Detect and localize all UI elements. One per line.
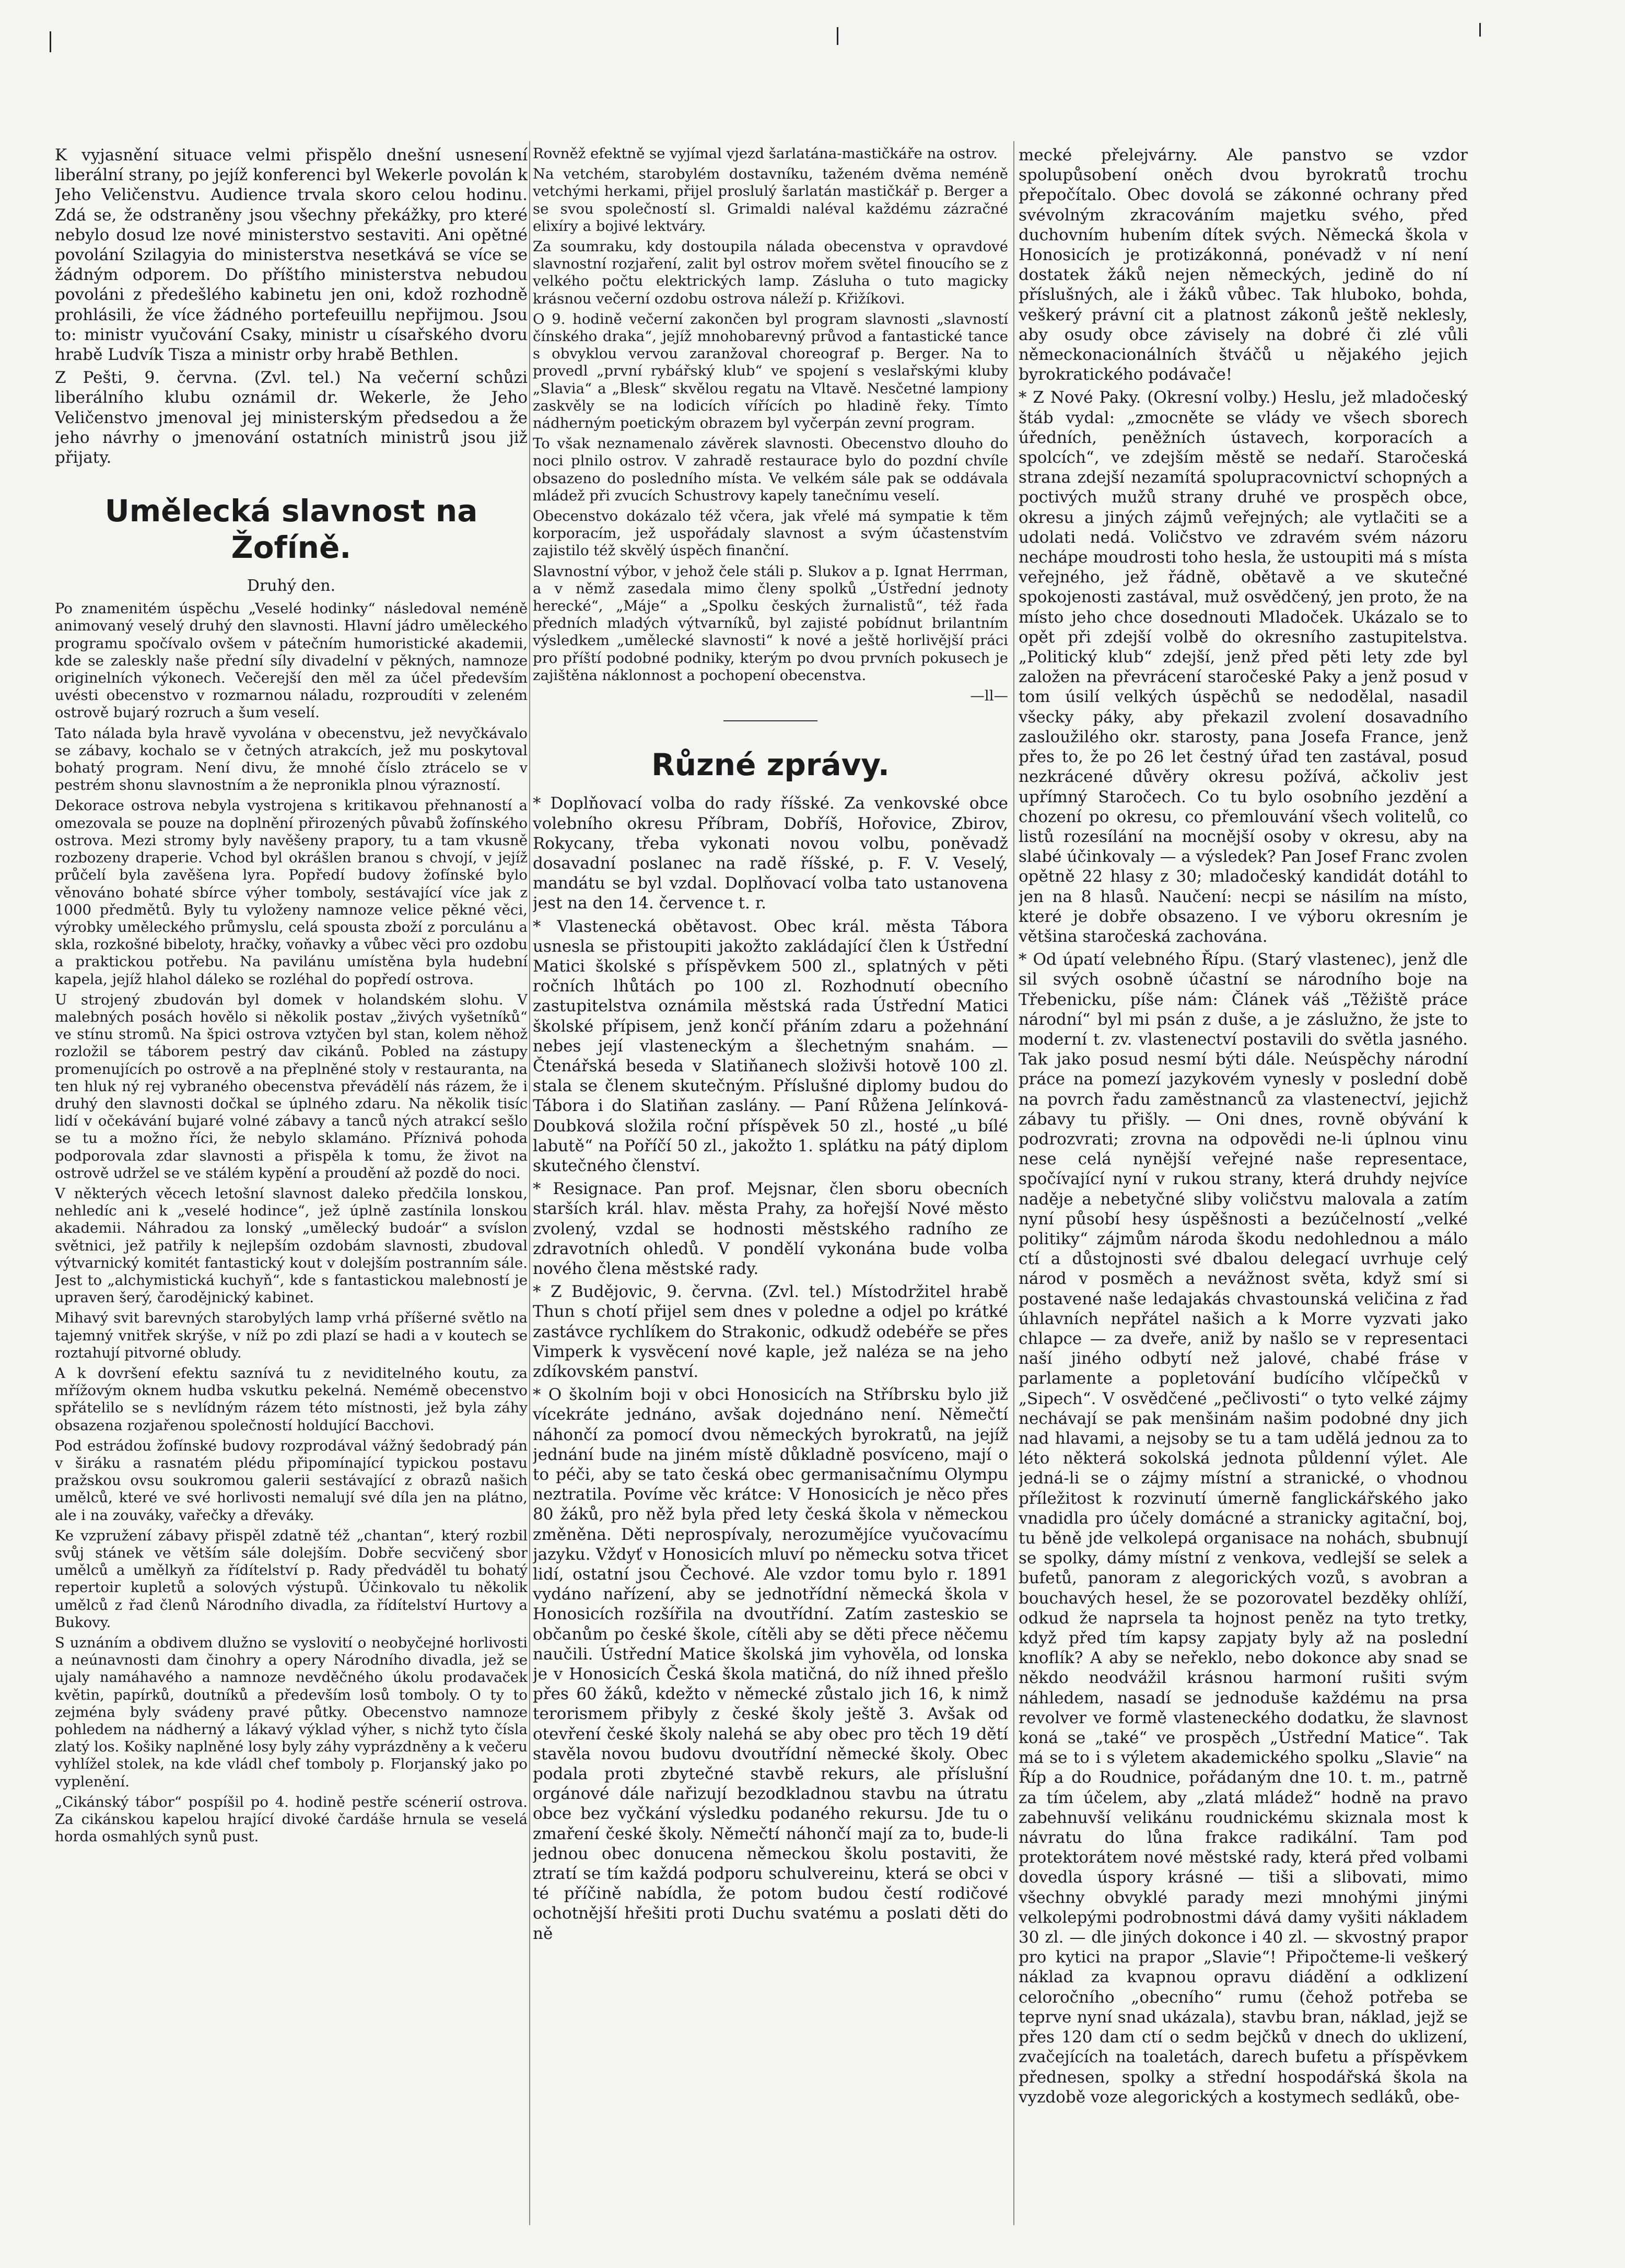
article-paragraph: Za soumraku, kdy dostoupila nálada obecenstva v opravdové slavnostní rozjaření, zalit byl ostrov mořem světel finoucího se z velkého počtu elektrických lamp. Zásluha o tuto magicky krásnou večerní ozdobu ostrova náleží p. Křižíkovi. — [533, 238, 1008, 307]
scan-edge-mark — [50, 31, 51, 52]
article-paragraph: Rovněž efektně se vyjímal vjezd šarlatána-mastičkáře na ostrov. — [533, 145, 998, 162]
news-item: * Od úpatí velebného Řípu. (Starý vlastenec), jenž dle sil svých osobně účastní se národního boje na Třebenicku, píše nám: Článek váš „Těžiště práce národní“ byl mi psán z duše, a je záslužno, že jste to moderní t. zv. vlastenectví postavili do světla jasného. Tak jako posud nesmí býti dále. Neúspěchy národní práce na pomezí jazykovém vynesly v poslední době na povrch řadu zaměstnanců za vlastenectví, jejichž zábavy tu přišly. — Oni dnes, rovně obývání k podrozvrati; zrovna na odpovědi ne-li úplnou vinu nese celá nynější veřejné naše representace, spočívající nyní v rukou strany, která druhdy nejvíce naděje a nebetyčné sliby voličstvu malovala a zatím nyní působí hesy úspěšnosti a bezúčelností „velké politiky“ zájmům národa škodu nedohlednou a málo ctí a důstojnosti své dbalou delegací uvrhuje celý národ v posměch a nevážnost světa, když smí si postavené naše ledajakás chvastounská veličina z řad úhlavních nepřátel našich a k Morre vyzvati jako chlapce — za dveře, aniž by našlo se v representaci naší jiného odbytí než jalové, chabé fráse v parlamente a popletování budícího vlčípečků v „Sipech“. V osvědčené „pečlivosti“ o tyto velké zájmy nechávají se pak menšinám našim podobné dny jich nad hlavami, a nejsoby se tu a tam udělá jednou za to léto některá sokolská jednota půldenní výlet. Ale jedná-li se o zájmy místní a stranické, o vhodnou příležitost k rozvinutí úmerně fanglickářského jako vnadidla pro účely domácné a stranicky agitační, boj, tu běně jde velkolepá organisace na nohách, sbubnují se spolky, dámy místní z venkova, vedlejší se selek a bufetů, panoram z alegorických vozů, s avobran a bouchavých hesel, že se pozorovatel bezděky ohlíží, odkud že naprsela ta hojnost peněz na tyto tretky, když před tím kapsy zapjaty byly až na poslední knoflík? A aby se neřeklo, nebo dokonce aby snad se někdo neodvážil krásnou harmoní rušiti svým náhledem, nasadí se jednoduše každému na prsa revolver ve formě vlasteneckého dodatku, že slavnost koná se „také“ ve prospěch „Ústřední Matice“. Tak má se to i s výletem akademického spolku „Slavie“ na Říp a do Roudnice, pořádaným dne 10. t. m., patrně za tím účelem, aby „zlatá mládež“ hodně na pravo zabehnuvší velikánu roudnickému skiznala most k návratu do lůna frakce radikální. Tam pod protektorátem nové městské rady, která před volbami dovedla úspory krásné — tiši a slibovati, mimo všechny obvyklé parady mezi mnohými jinými velkolepými podrobnostmi dává damy vyšiti nákladem 30 zl. — dle jiných dokonce i 40 zl. — skvostný prapor pro kytici na prapor „Slavie“! Připočteme-li veškerý náklad za kvapnou opravu diádění a odklizení celoročního „obecního“ rumu (čehož potřeba se teprve nyní snad ukázala), stavbu bran, náklad, jejž se přes 120 dam ctí o sedm bejčků v dnech do uklizení, zvačejících na toaletách, darech bufetu a příspěvkem přednesen, spolky a střední hospodářská škola na vyzdobě voze alegorických a kostymech sedláků, obe- — [1019, 950, 1468, 2107]
news-item: * O školním boji v obci Honosicích na Stříbrsku bylo již vícekráte jednáno, avšak dojednáno není. Němečtí náhončí za pomocí dvou německých byrokratů, na jejíž jednání bude na jiném místě důkladně posvíceno, mají o to péči, aby se tato česká obec germanisačnímu Olympu neztratila. Povíme věc krátce: V Honosicích je něco přes 80 žáků, pro něž byla před lety česká škola v německou změněna. Děti neprospívaly, nerozumějíce vyučovacímu jazyku. Vždyť v Honosicích mluví po německu sotva třicet lidí, ostatní jsou Čechové. Ale vzdor tomu bylo r. 1891 vydáno nařízení, aby se jednotřídní německá škola v Honosicích rozšířila na dvoutřídní. Zatím zasteskio se občanům po české škole, cítěli aby se děti přece něčemu naučili. Ústřední Matice školská jim vyhověla, od lonska je v Honosicích Česká škola matičná, do níž ihned přešlo přes 60 žáků, kdežto v německé zůstalo jich 16, k nimž terorismem přibyly z české školy ještě 3. Avšak od otevření české školy nalehá se aby obec pro těch 19 dětí stavěla novou budovu dvoutřídní německé školy. Obec podala proti zbytečné stavbě rekurs, ale příslušní orgánové dále nařizují bezodkladnou stavbu na útratu obce bez vyčkání výsledku podaného rekursu. Jde tu o zmaření české školy. Němečtí náhončí mají za to, bude-li jednou obec donucena německou školu postaviti, že ztratí se tím každá podporu schulvereinu, která se obci v té příčině nabídla, že potom budou čestí rodičové ochotnější hřešiti proti Duchu svatému a poslati děti do ně — [533, 1385, 1008, 1943]
hungary-report-paragraph: K vyjasnění situace velmi přispělo dnešní usnesení liberální strany, po jejíž konferenci byl Wekerle povolán k Jeho Veličenstvu. Audience trvala skoro celou hodinu. Zdá se, že odstraněny jsou všechny překážky, pro které nebylo dosud lze nové ministerstvo sestaviti. Ani opětné povolání Szilagyia do ministerstva nesetkává se více se žádným odporem. Do příštího ministerstva nebudou povoláni z předešlého kabinetu jen oni, kdož rozhodně prohlásili, že více žádného portefeuillu nepřijmou. Jsou to: ministr vyučování Csaky, ministr u císařského dvoru hrabě Ludvík Tisza a ministr orby hrabě Bethlen. — [55, 146, 528, 365]
article-paragraph: „Cikánský tábor“ pospíšil po 4. hodině pestře scénerií ostrova. Za cikánskou kapelou hrající divoké čardáše hrnula se veselá horda osmahlých synů pust. — [55, 1793, 528, 1845]
article-paragraph: V některých věcech letošní slavnost daleko předčila lonskou, nehledíc ani k „veselé hodince“, jež úplně zastínila lonskou akademii. Náhradou za lonský „umělecký budoár“ a svíslon světnici, jež patřily k nejlepším ozdobám slavnosti, zbudoval výtvarnický komitét fantastický kout v dolejším postranním sále. Jest to „alchymistická kuchyň“, kde s fantastickou malebností je upraven šerý, čarodějnický kabinet. — [55, 1185, 528, 1306]
article-paragraph: Slavnostní výbor, v jehož čele stáli p. Slukov a p. Ignat Herrman, a v němž zasedala mimo členy spolků „Ústřední jednoty herecké“, „Máje“ a „Spolku českých žurnalistů“, též řada předních mladých výtvarníků, byl zajisté pobídnut brilantním výsledkem „umělecké slavnosti“ k nové a ještě horlivější práci pro příští podobné podniky, kterým po dvou prvních pokusech je zajištěna náklonnost a pochopení obecenstva. — [533, 563, 1008, 684]
scan-edge-mark — [837, 27, 838, 45]
article-paragraph: A k dovršení efektu saznívá tu z neviditelného koutu, za mřížovým oknem hudba vskutku pekelná. Nemémě obecenstvo spřátelilo se s nevlídným rázem této místnosti, jež byla záhy obsazena rozjařenou společností holdující Bacchovi. — [55, 1364, 528, 1434]
news-item: * Resignace. Pan prof. Mejsnar, člen sboru obecních starších král. hlav. města Prahy, za hořejší Nové město zvolený, vzdal se hodnosti městského radního ze zdravotních ohledů. V pondělí vykonána bude volba nového člena městské rady. — [533, 1179, 1008, 1278]
article-subheading: Druhý den. — [247, 577, 336, 595]
column-divider — [1013, 141, 1014, 2225]
column-2 — [533, 145, 1008, 2229]
news-item: * Z Budějovic, 9. června. (Zvl. tel.) Místodržitel hrabě Thun s chotí přijel sem dnes v poledne a odjel po krátké zastávce rychlíkem do Strakonic, odkudž odebéře se přes Vimperk k vysvěcení nové kaple, jež naléza se na jeho zdíkovském panství. — [533, 1282, 1008, 1381]
article-paragraph: Obecenstvo dokázalo též včera, jak vřelé má sympatie k těm korporacím, jež uspořádaly slavnost a svým účastenstvím zajistilo též skvělý úspěch finanční. — [533, 508, 1008, 559]
article-paragraph: Tato nálada byla hravě vyvolána v obecenstvu, jež nevyčkávalo se zábavy, kochalo se v četných atrakcích, jež mu poskytoval bohatý program. Není divu, že mnohé číslo ztrácelo se v pestrém shonu slavnostním a že nepronikla plnou výrazností. — [55, 724, 528, 794]
article-paragraph: To však neznamenalo závěrek slavnosti. Obecenstvo dlouho do noci plnilo ostrov. V zahradě restaurace bylo do pozdní chvíle obsazeno do posledního místa. Ve velkém sále pak se oddávala mládež při zvucích Schustrovy kapely tanečnímu veselí. — [533, 435, 1008, 504]
news-section-heading: Různé zprávy. — [651, 747, 890, 783]
column-1 — [55, 145, 528, 2229]
article-paragraph: O 9. hodině večerní zakončen byl program slavnosti „slavností čínského draka“, jejíž mnohobarevný průvod a fantastické tance s obvyklou vervou zaranžoval choreograf p. Berger. Na to provedl „první rybářský klub“ ve spojení s veslařskými kluby „Slavia“ a „Blesk“ skvělou regatu na Vltavě. Nesčetné lampiony zaskvěly se na lodicích vířících po hladině řeky. Tímto nádherným poetickým obrazem byl vyčerpán zevní program. — [533, 310, 1008, 432]
article-paragraph: Mihavý svit barevných starobylých lamp vrhá příšerné světlo na tajemný vnitřek skrýše, v níž po zdi plazí se hadi a v koutech se roztahují pitvorné obludy. — [55, 1310, 528, 1361]
article-paragraph: Pod estrádou žofínské budovy rozprodával vážný šedobradý pán v širáku a rasnatém plédu připomínající typickou postavu pražskou ovsu soukromou galerii sestávající z obrazů našich umělců, které ve své horlivosti nemalují své díla jen na plátno, ale i na zouváky, vařečky a dřeváky. — [55, 1437, 528, 1524]
article-paragraph: S uznáním a obdivem dlužno se vyslovití o neobyčejné horlivosti a neúnavnosti dam činohry a opery Národního divadla, jež se ujaly namáhavého a namnoze nevděčného úkolu prodavaček květin, papírků, doutníků a především losů tomboly. O ty to zejména byly svádeny pravé půtky. Obecenstvo namnoze pohledem na nádherný a lákavý výklad výher, s nichž tyto čísla zlatý los. Košiky naplněné losy byly záhy vyprázdněny a k večeru vyhlížel stolek, na kde vládl chef tomboly p. Florjanský jako po vyplenění. — [55, 1634, 528, 1790]
column-divider — [529, 141, 530, 2225]
article-paragraph: Ke vzpružení zábavy přispěl zdatně též „chantan“, který rozbil svůj stánek ve větším sále dolejším. Dobře secvičený sbor umělců a umělkyň za řídítelství p. Rady předváděl tu bohatý repertoir kupletů a solových výstupů. Účinkovalo tu několik umělců z řad členů Národního divadla, za řídítelství Hurtovy a Bukovy. — [55, 1527, 528, 1631]
article-heading: Umělecká slavnost na Žofíně. — [104, 493, 478, 566]
scan-edge-mark — [1479, 23, 1481, 37]
news-item: * Vlastenecká obětavost. Obec král. města Tábora usnesla se přistoupiti jakožto zakládající člen k Ústřední Matici školské s příspěvkem 500 zl., splatných v pěti ročních lhůtách po 100 zl. Rozhodnutí obecního zastupitelstva oznámila městská rada Ústřední Matici školské přípisem, jenž končí přáním zdaru a požehnání nebes její vlasteneckým a šlechetným snahám. — Čtenářská beseda v Slatiňanech složivši hotově 100 zl. stala se členem skutečným. Příslušné diplomy budou do Tábora i do Slatiňan zaslány. — Paní Růžena Jelínková-Doubková složila roční příspěvek 50 zl., hosté „u bílé labutě“ na Poříčí 50 zl., jakožto 1. splátku na pátý diplom skutečného členství. — [533, 917, 1008, 1175]
section-rule — [723, 720, 817, 721]
article-paragraph: Na vetchém, starobylém dostavníku, taženém dvěma neméně vetchými herkami, přijel proslulý šarlatán mastičkář p. Berger a se svou společností sl. Grimaldi naléval každému zázračné elixíry a bojivé lektváry. — [533, 166, 1008, 235]
pest-telegram-paragraph: Z Pešti, 9. června. (Zvl. tel.) Na večerní schůzi liberálního klubu oznámil dr. Wekerle, že Jeho Veličenstvo jmenoval jej ministerským předsedou a že jeho návrhy o jmenování ostatních ministrů jsou již přijaty. — [55, 368, 528, 467]
news-item: * Doplňovací volba do rady říšské. Za venkovské obce volebního okresu Příbram, Dobříš, Hořovice, Zbirov, Rokycany, třeba vykonati novou volbu, poněvadž dosavadní poslanec na radě říšské, p. F. V. Veselý, mandátu se byl vzdal. Doplňovací volba tato ustanovena jest na den 14. července t. r. — [533, 794, 1008, 913]
article-paragraph: Dekorace ostrova nebyla vystrojena s kritikavou přehnaností a omezovala se pouze na doplnění přirozených půvabů žofínského ostrova. Mezi stromy byly navěšeny prapory, tu a tam vkusně rozbozeny draperie. Vchod byl okrášlen branou s chvojí, v jejíž průčelí byla zavěšena lyra. Popředí budovy žofínské bylo věnováno bohaté sbírce výher tomboly, sestávající více jak z 1000 předmětů. Byly tu vyloženy namnoze velice pěkné věci, výrobky uměleckého průmyslu, celá spousta zboží z porculánu a skla, rozkošné bibeloty, hračky, voňavky a vůbec věci pro ozdobu a praktickou potřebu. Na pavilánu umístěna byla hudební kapela, jejíž hlahol dáleko se rozléhal do popředí ostrova. — [55, 797, 528, 988]
news-item: * Z Nové Paky. (Okresní volby.) Heslu, jež mladočeský štáb vydal: „zmocněte se vlády ve všech sborech úředních, peněžních ústavech, korporacích a spolcích“, ve zdejším městě se nedaří. Staročeská strana zdejší nezamítá spolupracovnictví schopných a poctivých mužů strany druhé ve prospěch obce, okresu a jiných zájmů veřejných; ale vytlačiti se a udolati nedá. Voličstvo ve zdravém svém názoru nechápe moudrosti toho hesla, že ustoupiti má s místa veřejného, jež řádně, obětavě a ve skutečné spokojenosti zastával, muž osvědčený, jen proto, že na místo jeho chce dosednouti Mladoček. Ukázalo se to opět při zdejší volbě do okresního zastupitelstva. „Politický klub“ zdejší, jenž před pěti lety zde byl založen na převrácení staročeské Paky a jenž posud v tom úsilí velkých úspěchů se nedodělal, nasadil všecky páky, aby překazil zvolení dosavadního zasloužilého okr. starosty, pana Josefa France, jenž přes to, že po 26 let čestný úřad ten zastával, posud nezkrácené důvěry okresu požívá, ačkoliv jest upřímný Staročech. Co tu bylo osobního jezdění a chození po okresu, co přemlouvání všech volitelů, co listů rozesílání na mocnější osoby v okresu, aby na slabé účinkovaly — a výsledek? Pan Josef Franc zvolen opětně 22 hlasy z 30; mladočeský kandidát dotáhl to jen na 8 hlasů. Naučení: necpi se násilím na místo, které je dobře obsazeno. I ve výboru okresním je většina staročeská zachována. — [1019, 388, 1468, 946]
article-paragraph: Po znamenitém úspěchu „Veselé hodinky“ následoval neméně animovaný veselý druhý den slavnosti. Hlavní jádro uměleckého programu spočívalo ovšem v pátečním humoristické akademii, kde se zaleskly naše přední síly divadelní v pěkných, namnoze originelních výkonech. Večerejší den měl za účel především uvésti obecenstvo v rozmarnou náladu, rozproudíti v zeleném ostrově bujarý rozruch a šum veselí. — [55, 600, 528, 721]
article-signature: —ll— — [970, 687, 1008, 705]
news-item-continuation: mecké přelejvárny. Ale panstvo se vzdor spolupůsobení oněch dvou byrokratů trochu přepočítalo. Obec dovolá se zákonné ochrany před svévolným zkracováním majetku svého, před duchovním hubením dítek svých. Německá škola v Honosicích je protizákonná, ponévadž v ní není dostatek žáků nejen německých, jedině do ní příslušných, ale i žáků vůbec. Tak hluboko, bohda, veškerý právní cit a platnost zákonů ještě neklesly, aby osudy obce závisely na dobré či zlé vůli německonacionálních štváčů u nějakého jejich byrokratického podávače! — [1019, 146, 1468, 384]
column-3 — [1019, 145, 1468, 2229]
article-paragraph: U strojený zbudován byl domek v holandském slohu. V malebných posách hovělo si několik postav „živých vyšetníků“ ve stínu stromů. Na špici ostrova vztyčen byl stan, kolem něhož rozložil se táborem pestrý dav cikánů. Pobled na zástupy promenujících po ostrově a na přeplněné stoly v restauranta, na ten hluk ný rej vybraného obecenstva převádělí nás rázem, že i druhý den slavnosti dočkal se úplného zdaru. Na několik tisíc lidí v očekávání bujaré volné zábavy a tanců ných atrakcí sešlo se tu a možno říci, že nebylo sklamáno. Příznivá pohoda podporovala zdar slavnosti a přispěla k tomu, že život na ostrově udržel se ve stálém kypění a proudění až pozdě do noci. — [55, 991, 528, 1182]
